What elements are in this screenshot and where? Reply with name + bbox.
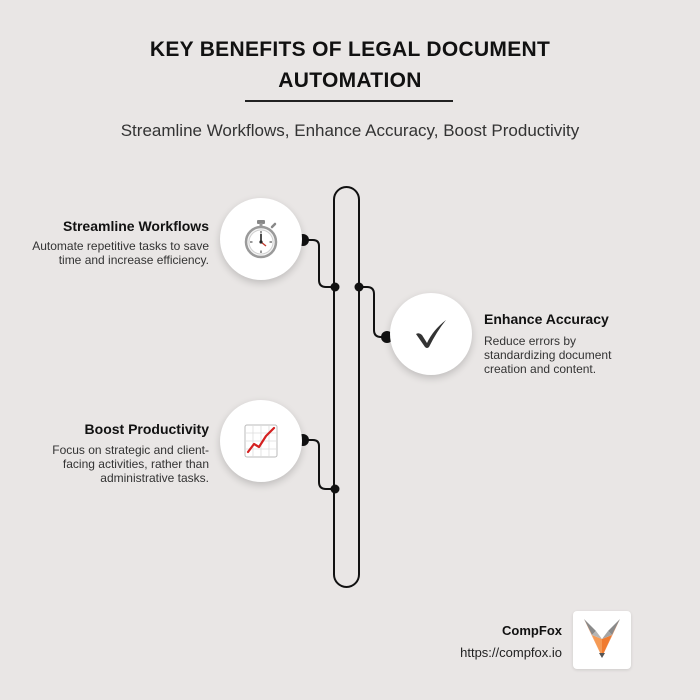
brand-logo (573, 611, 631, 669)
checkmark-icon (413, 318, 449, 350)
connector-productivity (303, 440, 335, 489)
brand-url[interactable]: https://compfox.io (460, 645, 562, 660)
streamline-icon-circle (220, 198, 302, 280)
node-productivity-inner (331, 485, 340, 494)
productivity-icon-circle (220, 400, 302, 482)
page-subtitle: Streamline Workflows, Enhance Accuracy, Boost Productivity (120, 121, 580, 140)
stopwatch-icon (242, 219, 280, 259)
streamline-heading: Streamline Workflows (62, 218, 209, 234)
productivity-description: Focus on strategic and client-facing activities, rather than administrative tasks. (52, 443, 209, 485)
node-streamline-inner (331, 283, 340, 292)
title-line-2: AUTOMATION (278, 69, 422, 92)
chart-increasing-icon (243, 423, 279, 459)
productivity-heading: Boost Productivity (84, 421, 209, 437)
title-line-1: KEY BENEFITS OF LEGAL DOCUMENT (149, 38, 551, 61)
brand-name: CompFox (502, 623, 562, 638)
accuracy-heading: Enhance Accuracy (484, 311, 609, 327)
accuracy-description: Reduce errors by standardizing document creation and content. (484, 334, 612, 376)
accuracy-icon-circle (390, 293, 472, 375)
fox-logo-icon (580, 617, 624, 663)
connector-accuracy (359, 287, 387, 337)
connector-streamline (303, 240, 335, 287)
central-capsule (334, 187, 359, 587)
node-accuracy-inner (355, 283, 364, 292)
streamline-description: Automate repetitive tasks to save time and increase efficiency. (32, 239, 209, 267)
